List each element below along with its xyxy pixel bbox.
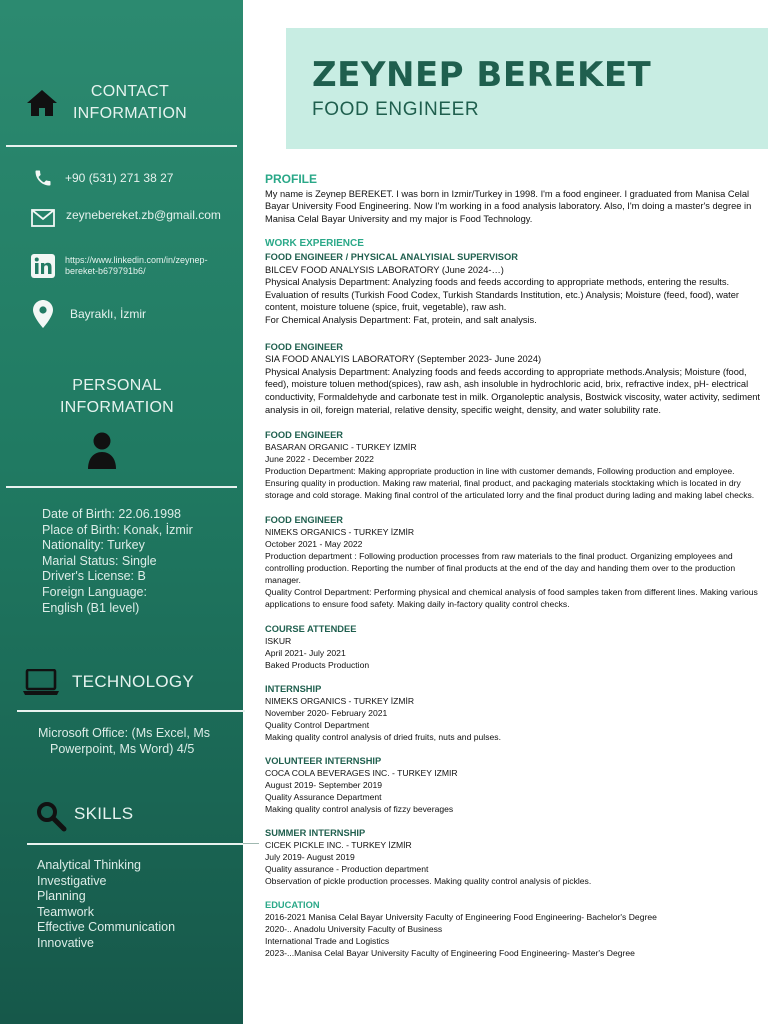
candidate-name: ZEYNEP BEREKET [312,55,652,95]
main-content [265,173,765,959]
skill-item: Investigative [37,873,107,888]
magnifier-icon [35,800,67,832]
linkedin-line1[interactable]: https://www.linkedin.com/in/zeynep- [65,255,208,265]
internship-entry [265,683,765,743]
candidate-title: FOOD ENGINEER [312,99,480,120]
technology-divider [17,710,245,712]
summer-title: SUMMER INTERNSHIP [265,828,366,839]
job-company: BASARAN ORGANIC - TURKEY İZMİR [265,442,417,453]
course-description: Baked Products Production [265,660,370,671]
skills-heading: SKILLS [74,804,134,823]
personal-line: Driver's License: B [42,569,146,584]
skills-list [37,858,175,952]
phone-icon [33,168,53,188]
course-org: ISKUR [265,636,292,647]
personal-line: Nationality: Turkey [42,538,145,553]
job-company: SIA FOOD ANALYIS LABORATORY (September 2023- June 2024) [265,354,542,365]
job-description: Physical Analysis Department: Analyzing foods and feeds according to appropriate methods.Analysis; Moisture (food, feed), moisture toluen method(spices), raw ash, ash insoluble in hydrochloric acid, brix, refractive index, pH- electrical conductivity, Formaldehyde and carbonate test in milk. Organoleptic analysis, Bostwick viscosity, water activity, sediment analysis in oil, foreign material, relative density, specific weight, density, and water solubility rate. [265,366,761,415]
linkedin-line2[interactable]: bereket-b679791b6/ [65,266,146,276]
location-pin-icon [33,300,53,328]
skills-divider-extension [243,843,259,844]
personal-heading-line1: PERSONAL [72,377,162,394]
skills-divider [27,843,243,845]
personal-line: English (B1 level) [42,600,140,615]
job-description: Physical Analysis Department: Analyzing foods and feeds according to appropriate methods, entering the results. Evaluation of results (Turkish Food Codex, Turkish Standards Institution, etc.) Analysis; Moisture (feed, food), water content, moisture toluene (spice, fruit, vegetable), raw ash. [265,277,740,313]
work-heading: WORK EXPERIENCE [265,238,364,250]
education-line: 2020-.. Anadolu University Faculty of Business [265,924,443,935]
internship-dept: Quality Control Department [265,720,370,731]
education-line: 2023-...Manisa Celal Bayar University Faculty of Engineering Food Engineering- Master's Degree [265,948,635,959]
volunteer-dept: Quality Assurance Department [265,792,382,803]
internship-org: NIMEKS ORGANICS - TURKEY İZMİR [265,696,415,707]
volunteer-entry [265,755,765,815]
course-entry [265,623,765,671]
summer-entry [265,827,765,887]
job-entry [265,429,765,501]
volunteer-description: Making quality control analysis of fizzy beverages [265,804,454,815]
job-description: Quality Control Department: Performing physical and chemical analysis of food samples taken from different lines. Making various applications to ensure food safety. Making daily in-factory quality control checks. [265,587,758,610]
summer-dept: Quality assurance - Production department [265,864,429,875]
technology-details [38,726,210,757]
linkedin-icon [31,254,55,278]
job-company: BILCEV FOOD ANALYSIS LABORATORY (June 2024-…) [265,264,504,275]
education-heading: EDUCATION [265,900,320,911]
contact-divider [6,145,237,147]
phone-number[interactable]: +90 (531) 271 38 27 [65,171,174,185]
job-dates: October 2021 - May 2022 [265,539,363,550]
work-section [265,238,765,326]
volunteer-dates: August 2019- September 2019 [265,780,383,791]
skill-item: Analytical Thinking [37,858,141,872]
personal-heading-line2: INFORMATION [59,399,175,416]
internship-dates: November 2020- February 2021 [265,708,388,719]
personal-line: Foreign Language: [42,584,147,599]
email-address[interactable]: zeynebereket.zb@gmail.com [66,208,221,222]
personal-heading [42,375,192,419]
technology-line2: Powerpoint, Ms Word) 4/5 [50,741,195,756]
volunteer-title: VOLUNTEER INTERNSHIP [265,756,382,767]
internship-title: INTERNSHIP [265,684,322,695]
skill-item: Innovative [37,935,94,950]
course-dates: April 2021- July 2021 [265,648,346,659]
sidebar [0,0,243,1024]
skill-item: Teamwork [37,904,94,919]
personal-line: Date of Birth: 22.06.1998 [42,507,181,521]
job-company: NIMEKS ORGANICS - TURKEY İZMİR [265,527,415,538]
skill-item: Planning [37,889,86,904]
person-icon [86,431,118,469]
personal-line: Marial Status: Single [42,553,157,568]
education-section [265,899,765,959]
job-entry [265,514,765,610]
internship-description: Making quality control analysis of dried fruits, nuts and pulses. [265,732,501,743]
skill-item: Effective Communication [37,920,176,935]
home-icon [25,88,59,118]
job-dates: June 2022 - December 2022 [265,454,374,465]
technology-heading: TECHNOLOGY [72,672,195,691]
course-title: COURSE ATTENDEE [265,624,357,635]
volunteer-org: COCA COLA BEVERAGES INC. - TURKEY IZMIR [265,768,458,779]
contact-heading-line2: INFORMATION [72,105,188,122]
job-entry [265,341,765,417]
job-description: Production Department: Making appropriate production in line with customer demands, Following production and employee. Ensuring quality in production. Making raw material, final product, and packaging materials stocktaking which is located in dry storage and cold storage. Making final control of the articulated lorry and the final product during lading and making label checks. [265,466,755,501]
personal-line: Place of Birth: Konak, İzmir [42,522,193,537]
profile-heading: PROFILE [265,172,318,186]
summer-description: Observation of pickle production processes. Making quality control analysis of pickles. [265,876,592,887]
profile-text: My name is Zeynep BEREKET. I was born in Izmir/Turkey in 1998. I'm a food engineer. I graduated from Manisa Celal Bayar University Food Engineering. Now I'm working in a food analysis laboratory. Also, I'm doing a master's degree in Manisa Celal Bayar University and my major is Food Technology. [265,188,752,224]
linkedin-link[interactable] [65,255,208,277]
job-title: FOOD ENGINEER [265,341,343,352]
technology-line1: Microsoft Office: (Ms Excel, Ms [38,726,211,740]
job-description: For Chemical Analysis Department: Fat, protein, and salt analysis. [265,314,537,325]
personal-divider [6,486,237,488]
education-line: International Trade and Logistics [265,936,390,947]
email-icon [31,209,55,227]
job-title: FOOD ENGINEER / PHYSICAL ANALYISIAL SUPERVISOR [265,251,518,262]
education-line: 2016-2021 Manisa Celal Bayar University Faculty of Engineering Food Engineering- Bachelor's Degree [265,912,657,923]
summer-org: CICEK PICKLE INC. - TURKEY İZMİR [265,840,412,851]
job-title: FOOD ENGINEER [265,430,343,441]
contact-heading-line1: CONTACT [90,83,170,100]
summer-dates: July 2019- August 2019 [265,852,355,863]
contact-heading [60,81,200,125]
laptop-icon [22,669,60,697]
personal-details [42,507,193,616]
job-description: Production department : Following production processes from raw materials to the final product. Organizing employees and controlling production. Reporting the number of final products at the end of the day and handing them over to the production manager. [265,551,736,586]
location: Bayraklı, İzmir [70,307,147,321]
job-title: FOOD ENGINEER [265,515,343,526]
